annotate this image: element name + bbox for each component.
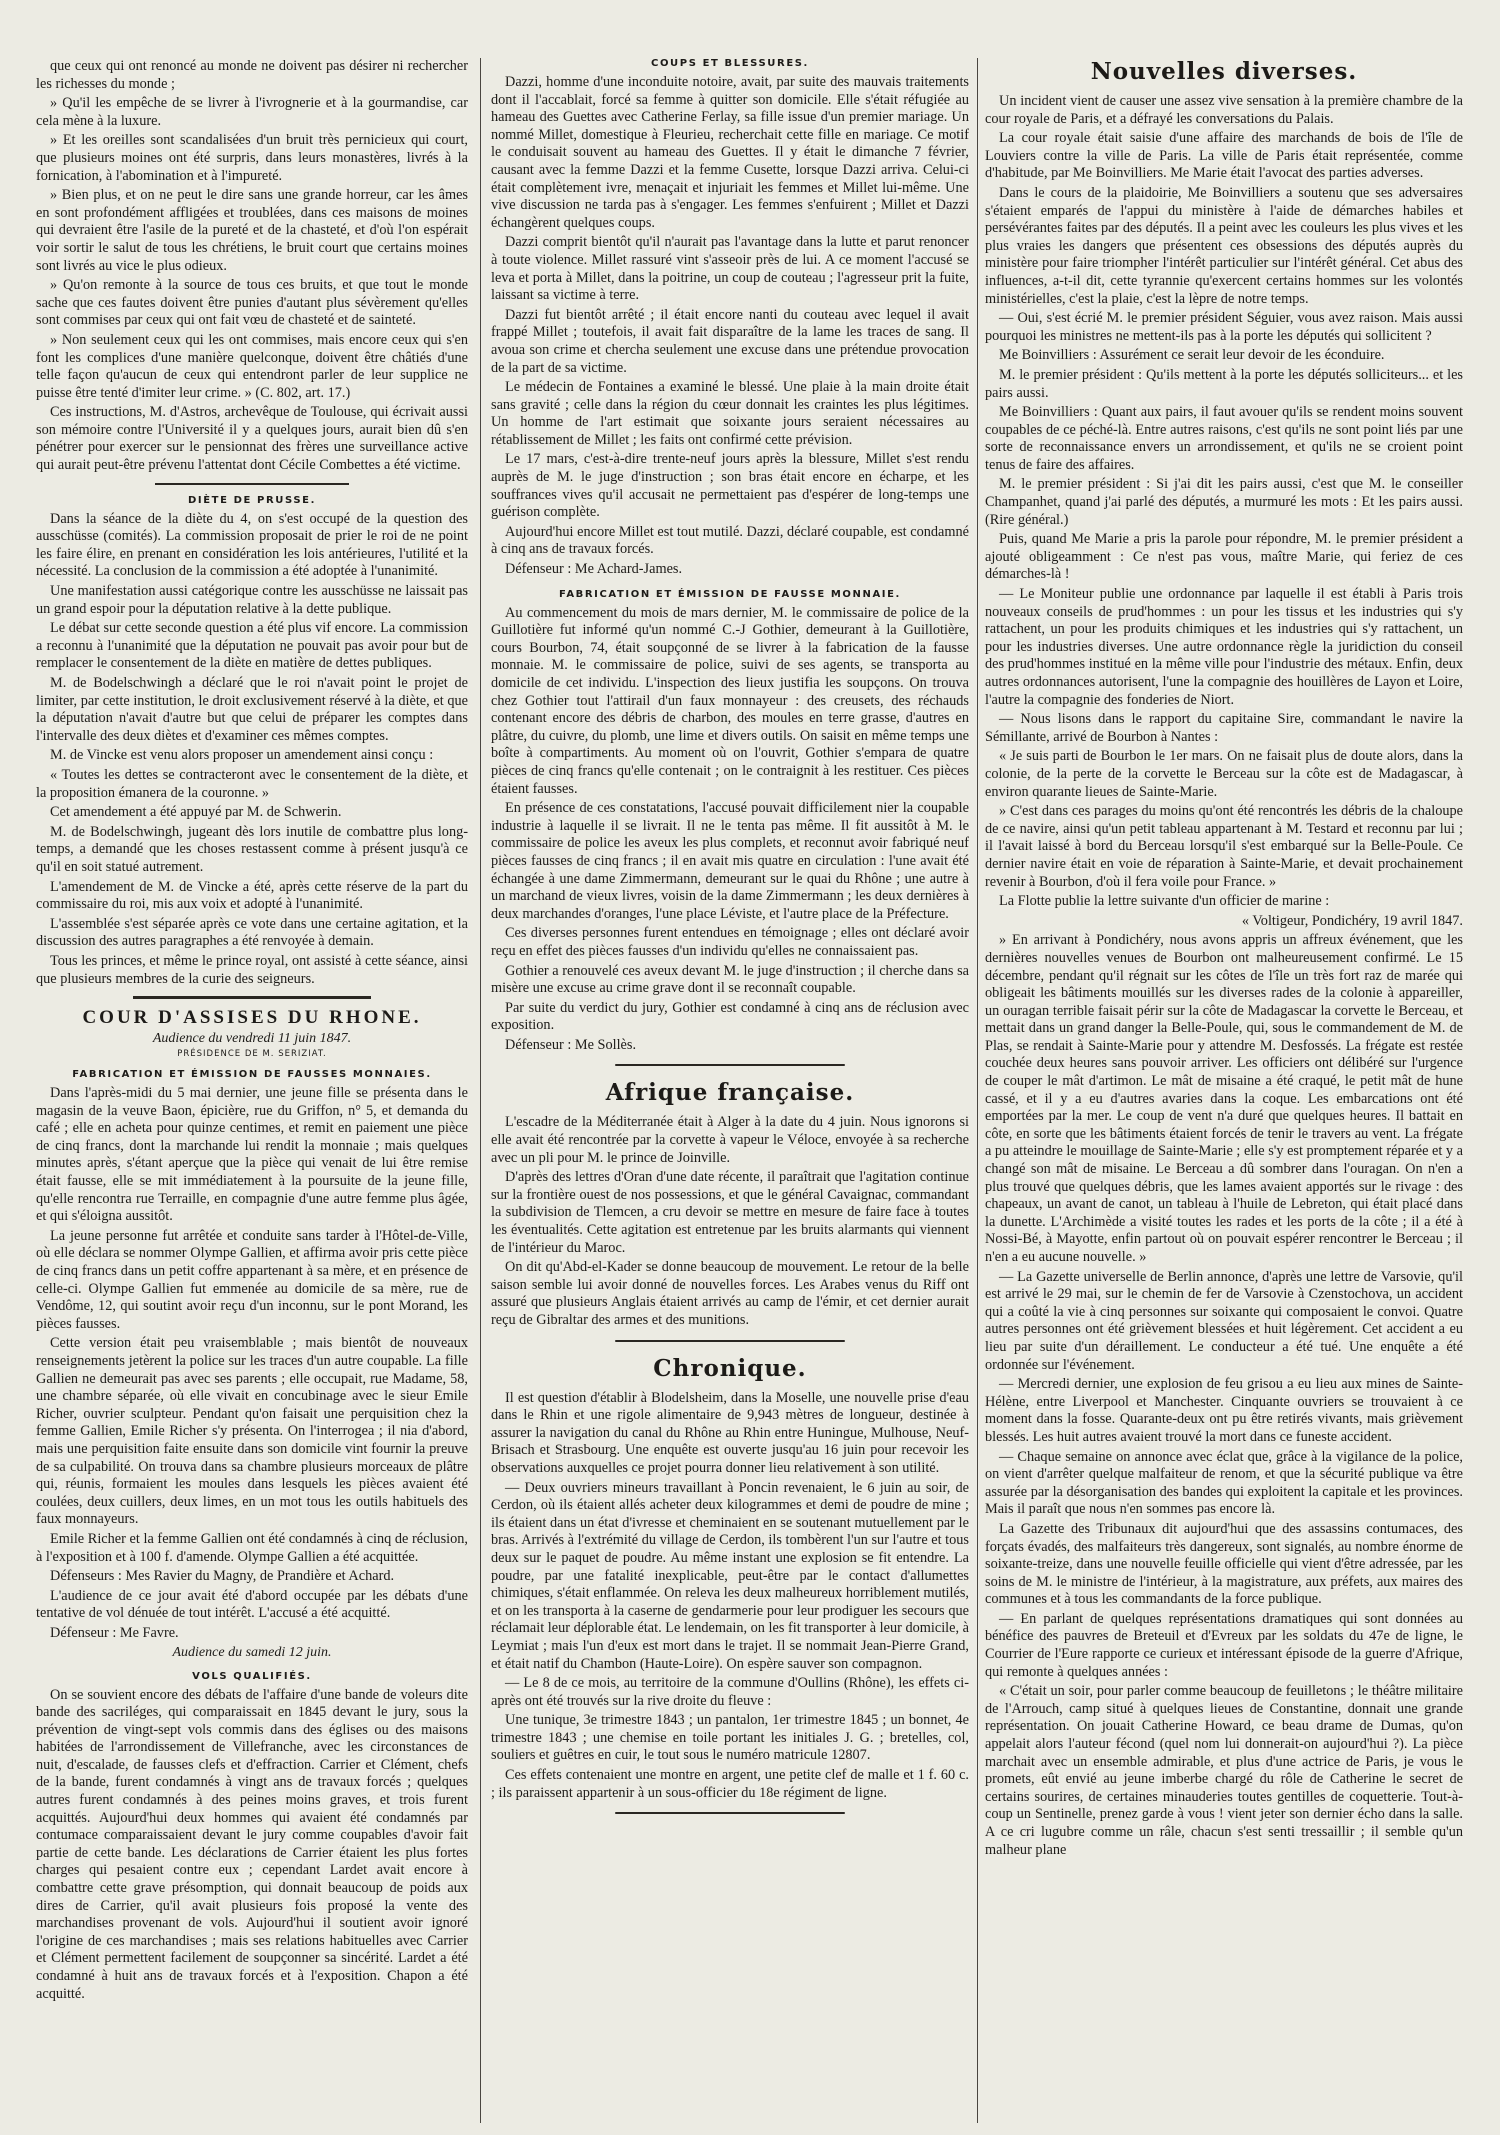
audience-date: Audience du samedi 12 juin. [172, 1644, 332, 1660]
paragraph: Gothier a renouvelé ces aveux devant M. le juge d'instruction ; il cherche dans sa misère une excuse au crime grave dont il se reconnaît coupable. [491, 962, 969, 997]
paragraph: Me Boinvilliers : Quant aux pairs, il faut avouer qu'ils se rendent moins souvent coupables de ce péché-là. Entre autres raisons, c'est qu'ils ne sont point liés par une sorte de reconnaissance envers un arrondissement, et qu'ils ne se croient point tenus de faire des affaires. [985, 404, 1463, 473]
paragraph: — Le Moniteur publie une ordonnance par laquelle il est établi à Paris trois nouveaux conseils de prud'hommes : un pour les tissus et les industries qui s'y rattachent, un pour les produits chimiques et les industries qui s'y rattachent, un pour les industries diverses. Une autre ordonnance règle la juridiction du conseil des prud'hommes institué en la même ville pour l'industrie des métaux. Enfin, deux autres ordonnances autorisent, l'une la compagnie des houillères de Layon et Loire, l'autre la compagnie des fonderies de Niort. [985, 586, 1463, 708]
paragraph: Le 17 mars, c'est-à-dire trente-neuf jours après la blessure, Millet s'est rendu auprès de M. le juge d'instruction ; son bras était encore en écharpe, et les souffrances vives qu'il accusait ne permettaient pas d'espérer de long-temps une guérison complète. [491, 451, 969, 521]
paragraph: Un incident vient de causer une assez vive sensation à la première chambre de la cour royale de Paris, et a défrayé les conversations du Palais. [985, 93, 1463, 127]
paragraph: On se souvient encore des débats de l'affaire d'une bande de voleurs dite bande des sacriléges, qui comparaissait en 1845 devant le jury, sous la prévention de vingt-sept vols commis dans des églises ou des maisons habitées de l'arrondissement de Villefranche, avec les circonstances de nuit, d'escalade, de fausses clefs et d'effraction. Carrier et Clément, chefs de la bande, furent condamnés à vingt ans de travaux forcés ; quelques autres furent condamnés à des peines moins graves, et trois furent acquittés. Aujourd'hui deux hommes qui avaient été condamnés par contumace comparaissaient devant le jury comme coupables d'avoir fait partie de cette bande. Les déclarations de Carrier étaient les plus fortes charges qui pesaient contre eux ; cependant Lardet avait encore à combattre cette grave présomption, qui donnait beaucoup de poids aux dires de Carrier, qu'il avait plusieurs fois proposé la vente des marchandises provenant de vols. Aujourd'hui il soutient avoir ignoré l'origine de ces marchandises ; mais ses relations habituelles avec Carrier et Clément permettent facilement de soupçonner sa sincérité. Lardet a été condamné à huit ans de travaux forcés et à l'exposition. Chapon a été acquitté. [36, 1686, 468, 2002]
paragraph: Il est question d'établir à Blodelsheim, dans la Moselle, une nouvelle prise d'eau dans le Rhin et une rigole alimentaire de 9,943 mètres de longueur, destinée à assurer la navigation du canal du Rhône au Rhin entre Huningue, Mulhouse, Neuf-Brisach et Strasbourg. Une enquête est ouverte jusqu'au 16 juin pour recevoir les observations auxquelles ce projet pourra donner lieu relativement à son utilité. [491, 1389, 969, 1476]
paragraph: Ces instructions, M. d'Astros, archevêque de Toulouse, qui écrivait aussi son mémoire contre l'Université il y a quelques jours, aurait bien dû s'en pénétrer pour exercer sur le pensionnat des frères une surveillance active qui aurait peut-être prévenu l'attentat dont Cécile Combettes a été victime. [36, 404, 468, 474]
court-title: COUR D'ASSISES DU RHONE. [82, 1007, 422, 1029]
paragraph: — Deux ouvriers mineurs travaillant à Poncin revenaient, le 6 juin au soir, de Cerdon, où ils étaient allés acheter deux kilogrammes et demi de poudre de mine ; ils étaient dans un état d'ivresse et cheminaient en se soutenant mutuellement par le bras. Arrivés à l'extrémité du village de Cerdon, ils tombèrent l'un sur l'autre et tous deux sur le paquet de poudre. Au même instant une explosion se fit entendre. La poudre, par une fatalité inexplicable, peut-être par le contact d'allumettes chimiques, s'était enflammée. On releva les deux malheureux horriblement mutilés, et on les transporta à la caserne de gendarmerie pour leur prodiguer les secours que réclamait leur déplorable état. Le lendemain, on les fit transporter à leur domicile, à Leymiat ; mais l'un d'eux est mort dans le trajet. Il se nommait Jean-Pierre Grand, et était natif du Chambon (Haute-Loire). On espère sauver son compagnon. [491, 1479, 969, 1672]
paragraph: Dans l'après-midi du 5 mai dernier, une jeune fille se présenta dans le magasin de la veuve Baon, épicière, rue du Griffon, n° 5, et demanda du café ; elle en acheta pour quinze centimes, et remit en paiement une pièce de cinq francs, dont la marchande lui rendit la monnaie ; mais quelques minutes après, s'étant aperçue que la pièce qui venait de lui être remise était fausse, elle se mit immédiatement à la poursuite de la jeune fille, qu'elle rencontra rue Terraille, en compagnie d'une autre femme plus âgée, et qui s'éloigna aussitôt. [36, 1085, 468, 1225]
paragraph: On dit qu'Abd-el-Kader se donne beaucoup de mouvement. Le retour de la belle saison semble lui avoir donné de nouvelles forces. Les Arabes venus du Riff ont assuré que plusieurs Anglais étaient arrivés au camp de l'émir, et cet dernier aurait reçu de Gibraltar des armes et des munitions. [491, 1259, 969, 1328]
ornament-divider [615, 1809, 844, 1817]
section-heading: DIÈTE DE PRUSSE. [188, 494, 316, 506]
paragraph: M. de Bodelschwingh a déclaré que le roi n'avait point le projet de limiter, par cette institution, le droit exclusivement réservé à la diète, et que la députation n'avait d'autre but que celui de préparer les comptes dans l'intervalle des deux diètes et d'examiner ces mêmes comptes. [36, 675, 468, 744]
paragraph: Défenseur : Me Favre. [50, 1624, 179, 1641]
paragraph: La Flotte publie la lettre suivante d'un officier de marine : [999, 893, 1330, 910]
ornament-divider [615, 1061, 844, 1069]
paragraph: M. le premier président : Qu'ils mettent à la porte les députés solliciteurs... et les pairs aussi. [985, 366, 1463, 401]
section-heading: FABRICATION ET ÉMISSION DE FAUSSE MONNAIE. [559, 588, 901, 600]
paragraph: — Chaque semaine on annonce avec éclat que, grâce à la vigilance de la police, on vient d'arrêter quelque malfaiteur de renom, et que la sécurité publique va être assurée par la désorganisation des bandes qui exploitent la capitale et les provinces. Mais il paraît que nous n'en sommes pas encore là. [985, 1448, 1463, 1518]
paragraph: Cette version était peu vraisemblable ; mais bientôt de nouveaux renseignements jetèrent la police sur les traces d'un autre coupable. La fille Gallien ne demeurait pas avec ses parents ; elle occupait, rue Madame, 58, une chambre séparée, où elle vivait en concubinage avec le sieur Emile Richer, ouvrier sculpteur. Pendant qu'on faisait une perquisition chez la femme Gallien, Emile Richer s'y présenta. On l'interrogea ; il nia d'abord, mais une perquisition faite ensuite dans son domicile vint fournir la preuve de sa culpabilité. On trouva dans sa chambre plusieurs morceaux de plâtre qui, réunis, formaient les moules dans lesquels les pièces avaient été coulées, deux cuillers, deux limes, en un mot tous les outils habituels des faux monnayeurs. [36, 1335, 468, 1528]
section-heading: FABRICATION ET ÉMISSION DE FAUSSES MONNAIES. [72, 1069, 432, 1081]
column-1 [36, 58, 468, 2123]
paragraph: Me Boinvilliers : Assurément ce serait leur devoir de les éconduire. [999, 347, 1385, 364]
paragraph: Aujourd'hui encore Millet est tout mutilé. Dazzi, déclaré coupable, est condamné à cinq ans de travaux forcés. [491, 523, 969, 558]
paragraph: M. de Bodelschwingh, jugeant dès lors inutile de combattre plus long-temps, a demandé que les choses restassent comme à présent jusqu'à ce qu'il en soit statué autrement. [36, 823, 468, 875]
section-title: Chronique. [653, 1354, 807, 1382]
paragraph: Au commencement du mois de mars dernier, M. le commissaire de police de la Guillotière fut informé qu'un nommé C.-J Gothier, demeurant à la Guillotière, cours Bourbon, 74, était soupçonné de se livrer à la fabrication de la fausse monnaie. M. le commissaire de police, suivi de ses agents, se transporta au domicile de cet individu. L'inspection des lieux justifia les soupçons. On trouva chez Gothier tout l'attirail d'un faux monnayeur : des creusets, des réchauds contenant encore des débris de charbon, des moules en terre grasse, d'autres en plâtre, du cuivre, du plomb, une lime et divers outils. On saisit en même temps une boîte à compartiments. Au moment où on l'ouvrit, Gothier s'empara de quatre pièces de cinq francs qu'elle contenait ; on le contraignit à les restituer. Ces pièces étaient fausses. [491, 604, 969, 797]
paragraph: — Le 8 de ce mois, au territoire de la commune d'Oullins (Rhône), les effets ci-après ont été trouvés sur la rive droite du fleuve : [491, 1675, 969, 1709]
paragraph: » En arrivant à Pondichéry, nous avons appris un affreux événement, que les dernières nouvelles venues de Bourbon ont malheureusement confirmé. Le 15 décembre, pendant qu'il régnait sur les côtes de l'île un très fort raz de marée qui obligeait les bâtiments mouillés sur les diverses rades de la colonie à appareiller, un ouragan terrible faisait périr sur la côte de Madagascar la corvette le Berceau, et mettait dans un grand danger la Belle-Poule, qui, sous le commandement de M. de Plas, se rendait à Sainte-Marie pour y attendre M. Desfossés. La frégate est restée couchée deux heures sans pouvoir arriver. Les officiers ont délibéré sur l'urgence de couper le mât d'artimon. Le mât de misaine a été craqué, le petit mât de hune cassé, et il y a eu d'autres avaries dans la coque. Les embarcations ont été emportées par la mer. Le coup de vent n'a duré que quelques heures. Il battait en côte, en sorte que les bâtiments étaient forcés de tenir le travers au vent. La frégate a pu atteindre le mouillage de Sainte-Marie ; elle s'y est promptement réparée et y a changé son mât de misaine. Le Berceau a dû sombrer dans l'ouragan. On n'en a plus trouvé que quelques débris, que les lames avaient apportés sur le rivage : des chapeaux, un avant de canot, un tableau à l'huile de Lebreton, qui était placé dans la dunette. L'Archimède a visité toutes les rades et les ports de la côte ; il a été à Nossi-Bé, à Mayotte, enfin partout où on pouvait espérer rencontrer le Berceau ; il n'en a eu aucune nouvelle. » [985, 932, 1463, 1265]
paragraph: L'assemblée s'est séparée après ce vote dans une certaine agitation, et la discussion des autres paragraphes a été renvoyée à demain. [36, 915, 468, 950]
section-divider [133, 996, 371, 999]
paragraph: — En parlant de quelques représentations dramatiques qui sont données au bénéfice des pauvres de Breteuil et d'Evreux par les soldats du 47e de ligne, le Courrier de l'Eure rapporte ce curieux et intéressant épisode de la guerre d'Afrique, qui remonte à quelques années : [985, 1610, 1463, 1680]
section-divider [155, 483, 349, 485]
paragraph: D'après des lettres d'Oran d'une date récente, il paraîtrait que l'agitation continue sur la frontière ouest de nos possessions, et que le général Cavaignac, commandant la subdivision de Tlemcen, a cru devoir se mettre en mesure de faire face à toutes les éventualités. Cette agitation est entretenue par les bruits alarmants qui viennent de l'intérieur du Maroc. [491, 1169, 969, 1256]
paragraph: Dans le cours de la plaidoirie, Me Boinvilliers a soutenu que ses adversaires s'étaient emparés de l'appui du ministère à l'aide de démarches habiles et persévérantes faites par des députés. Il a peint avec les couleurs les plus vives et les plus vraies les dangers que présentent ces obsessions des députés auprès du ministère pour faire triompher l'intérêt particulier sur l'intérêt général. Cet abus des influences, a-t-il dit, cette tyrannie qu'exercent certains hommes sur les volontés ministérielles, c'est la plaie, c'est la lèpre de notre temps. [985, 184, 1463, 307]
paragraph: Le médecin de Fontaines a examiné le blessé. Une plaie à la main droite était sans gravité ; celle dans la région du cœur donnait les craintes les plus légitimes. Un homme de l'art estimait que soixante jours seraient nécessaires au rétablissement de Millet ; les faits ont confirmé cette prévision. [491, 379, 969, 448]
column-3 [985, 58, 1463, 2123]
section-title: Afrique française. [605, 1079, 855, 1107]
paragraph: Défenseur : Me Sollès. [505, 1036, 637, 1053]
paragraph: Par suite du verdict du jury, Gothier est condamné à cinq ans de réclusion avec exposition. [491, 999, 969, 1034]
paragraph: — Oui, s'est écrié M. le premier président Séguier, vous avez raison. Mais aussi pourquoi les ministres ne mettent-ils pas à la porte les députés qui sollicitent ? [985, 310, 1463, 344]
paragraph: Cet amendement a été appuyé par M. de Schwerin. [50, 804, 342, 821]
paragraph: L'audience de ce jour avait été d'abord occupée par les débats d'une tentative de vol dénuée de tout intérêt. L'accusé a été acquitté. [36, 1587, 468, 1622]
paragraph: — Mercredi dernier, une explosion de feu grisou a eu lieu aux mines de Sainte-Hélène, entre Liverpool et Manchester. Cinquante ouvriers se trouvaient à ce moment dans la fosse. Quarante-deux ont pu être retirés vivants, mais grièvement blessés. Les huit autres avaient trouvé la mort dans ce funeste accident. [985, 1376, 1463, 1445]
paragraph: La Gazette des Tribunaux dit aujourd'hui que des assassins contumaces, des forçats évadés, des malfaiteurs très dangereux, sont signalés, au nombre énorme de soixante-treize, dans une nouvelle feuille officielle qui vient d'être adressée, par les soins de M. le ministre de l'intérieur, à la magistrature, aux préfets, aux maires des communes et à tous les commandants de la force publique. [985, 1520, 1463, 1608]
section-heading: VOLS QUALIFIÉS. [192, 1670, 312, 1682]
paragraph: Défenseurs : Mes Ravier du Magny, de Prandière et Achard. [50, 1568, 395, 1585]
paragraph: Dazzi fut bientôt arrêté ; il était encore nanti du couteau avec lequel il avait frappé Millet ; toutefois, il avait fait disparaître de la lame les traces de sang. Il avoua son crime et chercha seulement une excuse dans une prétendue provocation de la part de sa victime. [491, 306, 969, 376]
paragraph: Le débat sur cette seconde question a été plus vif encore. La commission a reconnu à l'unanimité que la députation ne pouvait pas avoir pour but de remplacer le consentement de la diète en matière de dettes publiques. [36, 620, 468, 672]
paragraph: Une manifestation aussi catégorique contre les ausschüsse ne laissait pas un grand espoir pour la députation relative à la dette publique. [36, 583, 468, 617]
column-rule [977, 58, 978, 2123]
column-2 [491, 58, 969, 2123]
paragraph: « C'était un soir, pour parler comme beaucoup de feuilletons ; le théâtre militaire de l'Arrouch, camp situé à quelques lieues de Constantine, donnait une grande représentation. On jouait Catherine Howard, ce beau drame de Dumas, qu'on appelait alors l'auteur fécond (quel nom lui donnerait-on aujourd'hui ?). La pièce marchait avec un ensemble admirable, et plus d'une actrice de Paris, je vous le promets, eût envié au jeune imberbe chargé du rôle de Catherine le secret de certains sourires, de certaines minauderies toutes gentilles de coquetterie. Tout-à-coup un Sentinelle, prenez garde à vous ! vient jeter son dernier écho dans la salle. A ce cri lugubre comme un râle, chacun s'est senti tressaillir ; il semble qu'un malheur plane [985, 1683, 1463, 1858]
paragraph: La cour royale était saisie d'une affaire des marchands de bois de l'île de Louviers contre la ville de Paris. La ville de Paris était représentée, comme d'habitude, par Me Boinvilliers. Me Marie était l'avocat des parties adverses. [985, 130, 1463, 182]
paragraph: — Nous lisons dans le rapport du capitaine Sire, commandant le navire la Sémillante, arrivé de Bourbon à Nantes : [985, 711, 1463, 745]
paragraph: M. de Vincke est venu alors proposer un amendement ainsi conçu : [50, 747, 434, 764]
section-heading: COUPS ET BLESSURES. [651, 58, 809, 69]
paragraph: Défenseur : Me Achard-James. [505, 561, 683, 578]
paragraph: Ces effets contenaient une montre en argent, une petite clef de malle et 1 f. 60 c. ; ils paraissent appartenir à un sous-officier du 18e régiment de ligne. [491, 1767, 969, 1801]
paragraph: » Bien plus, et on ne peut le dire sans une grande horreur, car les âmes en sont profondément affligées et troublées, dans ces maisons de moines qui devraient être l'asile de la pureté et de la chasteté, et d'où l'on espérait voir sortir le salut de tous les chrétiens, le bruit court que certains moines sont livrés au vice le plus odieux. [36, 187, 468, 274]
ornament-divider [615, 1337, 844, 1345]
paragraph: « Voltigeur, Pondichéry, 19 avril 1847. [1241, 912, 1463, 929]
paragraph: que ceux qui ont renoncé au monde ne doivent pas désirer ni rechercher les richesses du monde ; [36, 58, 468, 92]
paragraph: » C'est dans ces parages du moins qu'ont été rencontrés les débris de la chaloupe de ce navire, ainsi qu'un petit tableau appartenant à M. Testard et reconnu par lui ; il l'avait laissé à bord du Berceau lorsqu'il s'est embarqué sur la Belle-Poule. Ce dernier navire était en voie de réparation à Sainte-Marie, et devait prochainement revenir à Bourbon, d'où il fera voile pour France. » [985, 803, 1463, 890]
paragraph: Ces diverses personnes furent entendues en témoignage ; elles ont déclaré avoir reçu en effet des pièces fausses d'un individu qu'elles ne connaissaient pas. [491, 925, 969, 959]
paragraph: En présence de ces constatations, l'accusé pouvait difficilement nier la coupable industrie à laquelle il se livrait. Il ne le tenta pas même. Il fit aussitôt à M. le commissaire de police les aveux les plus complets, et reconnut avoir fabriqué neuf pièces fausses de cinq francs ; il en avait mis quatre en circulation : l'une avait été échangée à une dame Zimmermann, demeurant sur le quai du Rhône ; une autre à un marchand de vieux livres, voisin de la dame Zimmermann ; les deux dernières à deux marchandes d'oranges, l'une place Léviste, et l'autre place de la Préfecture. [491, 800, 969, 922]
paragraph: » Qu'on remonte à la source de tous ces bruits, et que tout le monde sache que ces fautes doivent être punies d'autant plus sévèrement qu'elles sont commises par ceux qui ont fait vœu de chasteté et de sainteté. [36, 277, 468, 329]
paragraph: L'amendement de M. de Vincke a été, après cette réserve de la part du commissaire du roi, mis aux voix et adopté à l'unanimité. [36, 878, 468, 913]
presidence-line: PRÉSIDENCE DE M. SERIZIAT. [177, 1049, 327, 1060]
paragraph: — La Gazette universelle de Berlin annonce, d'après une lettre de Varsovie, qu'il est arrivé le 29 mai, sur le chemin de fer de Varsovie à Czenstochova, un accident qui a coûté la vie à cinq personnes sur soixante qui composaient le convoi. Quatre autres personnes ont été grièvement blessées et huit légèrement. Cet accident a eu lieu par suite d'un déraillement. Le conducteur a été tué. Une enquête a été ordonnée sur l'événement. [985, 1268, 1463, 1373]
paragraph: Une tunique, 3e trimestre 1843 ; un pantalon, 1er trimestre 1845 ; un bonnet, 4e trimestre 1843 ; une chemise en toile portant les initiales J. G. ; bretelles, col, souliers et guêtres en cuir, le tout sous le numéro matricule 12807. [491, 1712, 969, 1764]
paragraph: » Et les oreilles sont scandalisées d'un bruit très pernicieux qui court, que plusieurs moines ont été surpris, dans leurs monastères, livrés à la fornication, à l'abomination et à l'impureté. [36, 132, 468, 184]
paragraph: L'escadre de la Méditerranée était à Alger à la date du 4 juin. Nous ignorons si elle avait été rencontrée par la corvette à vapeur le Véloce, envoyée à sa recherche avec un pli pour M. le prince de Joinville. [491, 1114, 969, 1166]
paragraph: Tous les princes, et même le prince royal, ont assisté à cette séance, ainsi que plusieurs membres de la curie des seigneurs. [36, 952, 468, 987]
paragraph: Emile Richer et la femme Gallien ont été condamnés à cinq de réclusion, à l'exposition et à 100 f. d'amende. Olympe Gallien a été acquittée. [36, 1530, 468, 1565]
paragraph: » Non seulement ceux qui les ont commises, mais encore ceux qui s'en font les complices d'une manière quelconque, doivent être châtiés d'une telle façon qu'aucun de ceux qui entendront parler de leur supplice ne puisse être tenté d'imiter leur crime. » (C. 802, art. 17.) [36, 331, 468, 401]
audience-date: Audience du vendredi 11 juin 1847. [152, 1031, 352, 1047]
paragraph: Dazzi, homme d'une inconduite notoire, avait, par suite des mauvais traitements dont il l'accablait, forcé sa femme à quitter son domicile. Elle s'était réfugiée au hameau des Guettes avec Catherine Ferlay, sa fille issue d'un premier mariage. Un nommé Millet, domestique à Fleurieu, recherchait cette fille en mariage. Ce motif le conduisait souvent au hameau des Guettes. Il y était le dimanche 7 février, causant avec la femme Dazzi et la femme Cusette, lorsque Dazzi arriva. Celui-ci était complètement ivre, menaçait et injuriait les femmes et Millet lui-même. Une vive discussion ne tarda pas à s'engager. Les femmes s'enfuirent ; Millet et Dazzi échangèrent quelques coups. [491, 74, 969, 231]
paragraph: » Qu'il les empêche de se livrer à l'ivrognerie et à la gourmandise, car cela mène à la luxure. [36, 95, 468, 129]
column-rule [480, 58, 481, 2123]
paragraph: La jeune personne fut arrêtée et conduite sans tarder à l'Hôtel-de-Ville, où elle déclara se nommer Olympe Gallien, et affirma avoir pris cette pièce de cinq francs dans un petit coffre appartenant à sa mère, et en présence de celle-ci. Olympe Gallien fut emmenée au domicile de sa mère, rue de Vendôme, 12, qui soutint avoir reçu d'un inconnu, sur le pont Morand, les pièces fausses. [36, 1227, 468, 1332]
paragraph: Dazzi comprit bientôt qu'il n'aurait pas l'avantage dans la lutte et parut renoncer à toute violence. Millet rassuré vint s'asseoir près de lui. A ce moment l'accusé se leva et porta à Millet, dans la poitrine, un coup de couteau ; l'agresseur prit la fuite, laissant sa victime à terre. [491, 234, 969, 304]
paragraph: « Toutes les dettes se contracteront avec le consentement de la diète, et la proposition émanera de la couronne. » [36, 766, 468, 801]
paragraph: M. le premier président : Si j'ai dit les pairs aussi, c'est que M. le conseiller Champanhet, quand j'ai parlé des députés, a murmuré les mots : Et les pairs aussi. (Rire général.) [985, 476, 1463, 528]
section-title: Nouvelles diverses. [1090, 58, 1358, 85]
paragraph: Puis, quand Me Marie a pris la parole pour répondre, M. le premier président a ajouté obligeamment : Ce n'est pas vous, maître Marie, qui feriez de ces démarches-là ! [985, 531, 1463, 583]
paragraph: « Je suis parti de Bourbon le 1er mars. On ne faisait plus de doute alors, dans la colonie, de la perte de la corvette le Berceau sur la côte est de Madagascar, à environ quarante lieues de Sainte-Marie. [985, 748, 1463, 800]
paragraph: Dans la séance de la diète du 4, on s'est occupé de la question des ausschüsse (comités). La commission proposait de prier le roi de ne point les faire élire, en prenant en considération les lois antérieures, l'utilité et la nécessité. La conclusion de la commission a été adoptée à l'unanimité. [36, 510, 468, 580]
